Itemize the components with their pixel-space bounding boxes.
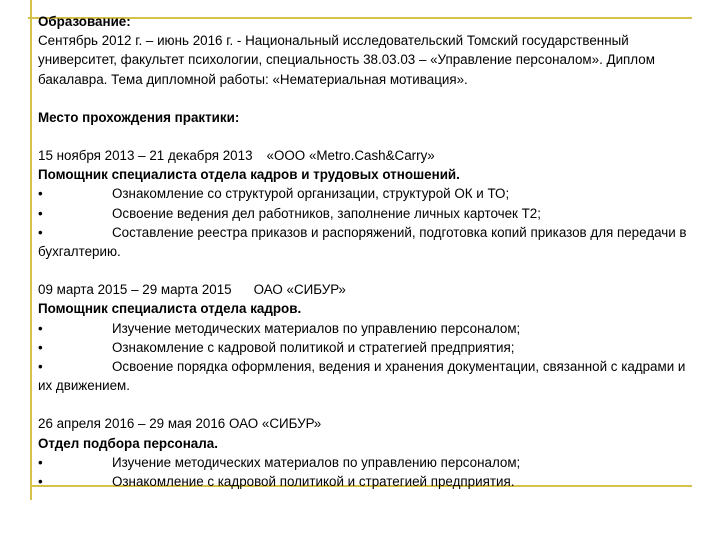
practice-dates: 15 ноября 2013 – 21 декабря 2013 (38, 148, 253, 164)
duty-item (38, 453, 688, 472)
duty-item (38, 184, 688, 203)
duty-item (38, 319, 688, 338)
left-border-line (30, 0, 32, 500)
bullet-icon: • (38, 339, 43, 355)
practice-company: ОАО «СИБУР» (253, 282, 346, 298)
bullet-icon: • (38, 474, 43, 490)
practice-position: Помощник специалиста отдела кадров и трудовых отношений. (38, 167, 460, 183)
bullet-icon: • (38, 205, 43, 221)
duty-item (38, 338, 688, 357)
education-heading: Образование: (38, 14, 131, 29)
practice-heading: Место прохождения практики: (38, 109, 240, 125)
bullet-icon: • (38, 186, 43, 202)
practice-dates: 09 марта 2015 – 29 марта 2015 (38, 282, 232, 298)
duty-text: Ознакомление со структурой организации, структурой ОК и ТО; (112, 186, 510, 202)
duty-text: Ознакомление с кадровой политикой и стратегией предприятия; (112, 339, 515, 355)
duty-item (38, 204, 688, 223)
bullet-icon: • (38, 224, 43, 240)
practice-position: Помощник специалиста отдела кадров. (38, 301, 302, 317)
practice-entry-header (38, 280, 688, 299)
duty-item (38, 223, 688, 261)
practice-entry (38, 280, 688, 395)
bullet-icon: • (38, 359, 43, 375)
duty-item (38, 472, 688, 491)
practice-company: «ООО «Metro.Cash&Carry» (266, 148, 435, 164)
duty-text: Изучение методических материалов по управлению персоналом; (112, 454, 521, 470)
duty-text: Составление реестра приказов и распоряжений, подготовка копий приказов для передачи в бухгалтерию. (38, 224, 687, 260)
practice-position: Отдел подбора персонала. (38, 435, 218, 451)
practice-dates: 26 апреля 2016 – 29 мая 2016 (38, 416, 226, 432)
duty-item (38, 357, 688, 395)
bullet-icon: • (38, 320, 43, 336)
resume-content (38, 12, 688, 491)
spacer (38, 127, 688, 146)
education-text: Сентябрь 2012 г. – июнь 2016 г. - Национальный исследовательский Томский государственный университет, факультет психологии, специальность 38.03.03 – «Управление персоналом». Диплом бакалавра. Тема дипломной работы: «Нематериальная мотивация». (38, 33, 655, 87)
spacer (38, 395, 688, 414)
duty-text: Освоение ведения дел работников, заполнение личных карточек Т2; (112, 205, 541, 221)
bullet-icon: • (38, 454, 43, 470)
practice-entry-header (38, 146, 688, 165)
duty-text: Изучение методических материалов по управлению персоналом; (112, 320, 521, 336)
practice-entry (38, 414, 688, 491)
practice-entry (38, 146, 688, 261)
duty-text: Освоение порядка оформления, ведения и хранения документации, связанной с кадрами и их движением. (38, 359, 686, 394)
duty-text: Ознакомление с кадровой политикой и стратегией предприятия. (112, 474, 515, 490)
practice-company: ОАО «СИБУР» (229, 416, 322, 432)
spacer (38, 261, 688, 280)
spacer (38, 89, 688, 108)
practice-entry-header (38, 414, 688, 433)
